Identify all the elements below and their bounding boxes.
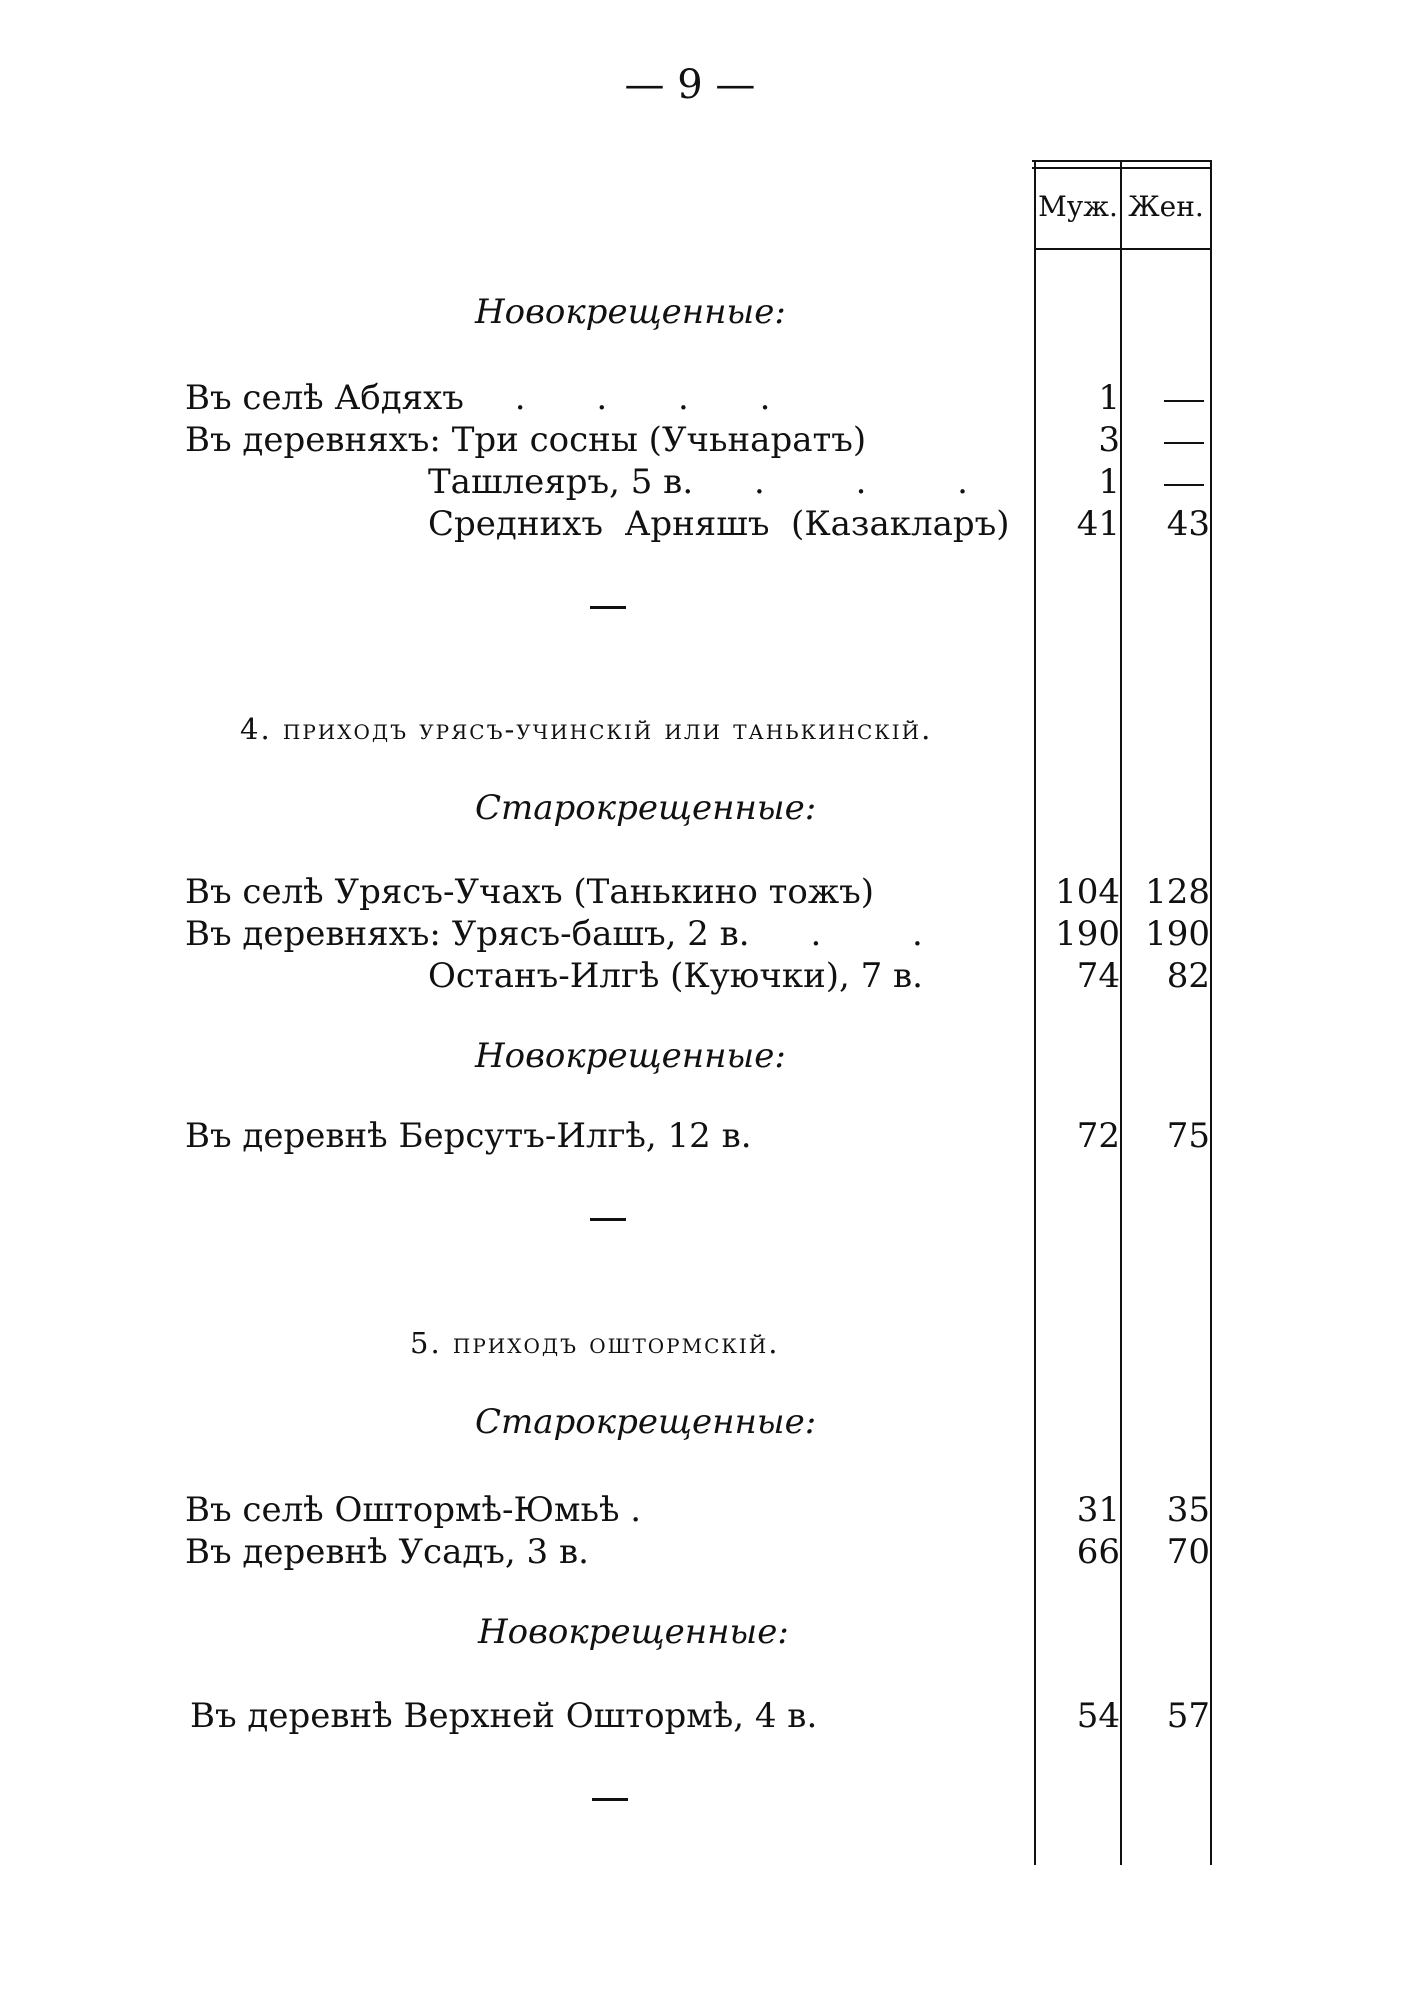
female-count: 82 [1166, 956, 1210, 996]
male-count: 3 [1098, 420, 1120, 460]
row-label: Ташлеяръ, 5 в. . . . [428, 462, 1008, 502]
row-label: Въ деревнѣ Верхней Оштормѣ, 4 в. [190, 1696, 818, 1736]
female-count: 70 [1166, 1532, 1210, 1572]
row-label: Въ деревнѣ Берсутъ-Илгѣ, 12 в. [185, 1116, 752, 1156]
parish-heading: 5. приходъ оштормскій. [410, 1326, 780, 1360]
male-count: 31 [1076, 1490, 1120, 1530]
table-middle-rule [1120, 160, 1122, 1865]
female-count: 35 [1166, 1490, 1210, 1530]
subtitle-new-converts: Новокрещенные: [475, 292, 786, 332]
male-count: 190 [1055, 914, 1120, 954]
subtitle-new-converts: Новокрещенные: [478, 1612, 789, 1652]
row-label: Въ деревняхъ: Урясъ-башъ, 2 в. . . [185, 914, 963, 954]
subtitle-old-converts: Старокрещенные: [475, 788, 817, 828]
parish-heading: 4. приходъ урясъ-учинскій или танькинскій. [240, 712, 933, 746]
section-divider [590, 1218, 626, 1221]
male-count: 66 [1076, 1532, 1120, 1572]
female-count-dash [1164, 400, 1204, 402]
male-count: 104 [1055, 872, 1120, 912]
subtitle-old-converts: Старокрещенные: [475, 1402, 817, 1442]
table-top-rule [1032, 160, 1212, 162]
row-label: Въ селѣ Урясъ-Учахъ (Танькино тожъ) [185, 872, 875, 912]
row-label: Въ деревнѣ Усадъ, 3 в. [185, 1532, 589, 1572]
column-header-male: Муж. [1038, 190, 1118, 223]
row-label: Среднихъ Арняшъ (Казакларъ) [428, 504, 1010, 544]
page-number: — 9 — [624, 62, 756, 108]
header-bottom-rule [1034, 248, 1210, 250]
female-count: 128 [1145, 872, 1210, 912]
male-count: 1 [1098, 378, 1120, 418]
subtitle-new-converts: Новокрещенные: [475, 1036, 786, 1076]
male-count: 41 [1076, 504, 1120, 544]
row-label: Въ селѣ Оштормѣ-Юмьѣ . [185, 1490, 642, 1530]
male-count: 74 [1076, 956, 1120, 996]
female-count-dash [1164, 484, 1204, 486]
section-divider [590, 606, 626, 609]
table-left-rule [1034, 160, 1036, 1865]
male-count: 54 [1076, 1696, 1120, 1736]
male-count: 72 [1076, 1116, 1120, 1156]
row-label: Въ селѣ Абдяхъ . . . . [185, 378, 801, 418]
table-right-rule [1210, 160, 1212, 1865]
section-divider [592, 1798, 628, 1801]
female-count: 190 [1145, 914, 1210, 954]
female-count: 57 [1166, 1696, 1210, 1736]
female-count: 43 [1166, 504, 1210, 544]
female-count: 75 [1166, 1116, 1210, 1156]
female-count-dash [1164, 442, 1204, 444]
column-header-female: Жен. [1128, 190, 1204, 223]
row-label: Останъ-Илгѣ (Куючки), 7 в. [428, 956, 923, 996]
male-count: 1 [1098, 462, 1120, 502]
row-label: Въ деревняхъ: Три сосны (Учьнаратъ) [185, 420, 867, 460]
table-top-rule-2 [1032, 167, 1212, 169]
